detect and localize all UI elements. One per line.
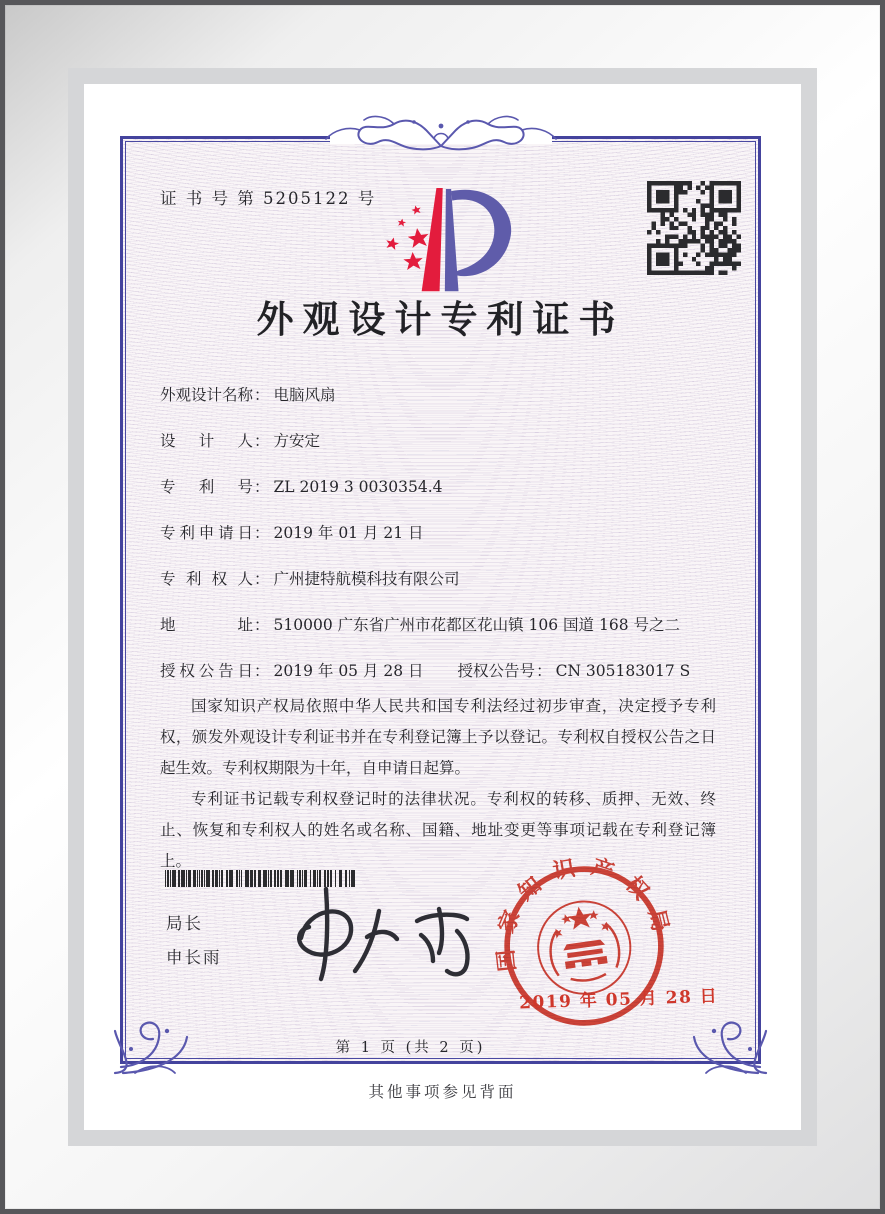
certificate-title: 外观设计专利证书 — [256, 297, 625, 341]
field-value: 电脑风扇 — [273, 386, 336, 404]
qr-code — [647, 181, 741, 275]
signature-image — [271, 883, 481, 983]
field-label: 专利申请日 — [160, 524, 253, 542]
field-value: 2019 年 01 月 21 日 — [273, 524, 424, 542]
certificate-number: 证 书 号 第 5205122 号 — [160, 189, 377, 208]
officer-block — [166, 907, 222, 975]
officer-name: 申长雨 — [166, 948, 222, 967]
cnipa-logo-icon — [369, 177, 527, 299]
grant-number-label: 授权公告号 — [457, 662, 536, 680]
field-label: 外观设计名称 — [160, 386, 254, 404]
field-row-filing-date: 专利申请日： 2019 年 01 月 21 日 — [160, 520, 718, 546]
field-value: 510000 广东省广州市花都区花山镇 106 国道 168 号之二 — [273, 616, 680, 634]
grant-number-value: CN 305183017 S — [555, 662, 691, 680]
page-number: 第 1 页 (共 2 页) — [335, 1040, 486, 1056]
legal-paragraph-2: 专利证书记载专利权登记时的法律状况。专利权的转移、质押、无效、终止、恢复和专利权人的姓名或名称、国籍、地址变更等事项记载在专利登记簿上。 — [160, 790, 716, 870]
certificate-border — [120, 136, 761, 1064]
field-value: 方安定 — [273, 432, 321, 450]
officer-title: 局长 — [166, 914, 203, 933]
seal-text: 国家知识产权局 — [491, 852, 677, 973]
field-row-patent-number: 专利号： ZL 2019 3 0030354.4 — [160, 474, 718, 500]
field-label: 专利号 — [160, 478, 253, 496]
legal-paragraph-1: 国家知识产权局依照中华人民共和国专利法经过初步审查，决定授予专利权，颁发外观设计专利证书并在专利登记簿上予以登记。专利权自授权公告之日起生效。专利权期限为十年，自申请日起算。 — [160, 697, 716, 777]
field-row-grant: 授权公告日： 2019 年 05 月 28 日 授权公告号： CN 305183017 S — [160, 658, 718, 684]
field-label: 地址 — [160, 616, 253, 634]
field-value: 广州捷特航模科技有限公司 — [273, 570, 460, 588]
field-label: 授权公告日 — [160, 662, 253, 680]
see-reverse-note: 其他事项参见背面 — [368, 1083, 517, 1101]
field-label: 设计人 — [160, 432, 253, 450]
seal-date: 2019 年 05 月 28 日 — [518, 986, 719, 1014]
official-seal — [483, 845, 684, 1046]
field-row-designer: 设计人： 方安定 — [160, 428, 718, 454]
field-list — [160, 382, 718, 704]
field-label: 专利权人 — [160, 570, 253, 588]
field-row-patentee: 专利权人： 广州捷特航模科技有限公司 — [160, 566, 718, 592]
field-value: ZL 2019 3 0030354.4 — [273, 478, 443, 496]
certificate-paper — [86, 86, 799, 1128]
field-row-address: 地址： 510000 广东省广州市花都区花山镇 106 国道 168 号之二 — [160, 612, 718, 638]
field-value: 2019 年 05 月 28 日 — [273, 662, 424, 680]
field-row-design-name: 外观设计名称： 电脑风扇 — [160, 382, 718, 408]
